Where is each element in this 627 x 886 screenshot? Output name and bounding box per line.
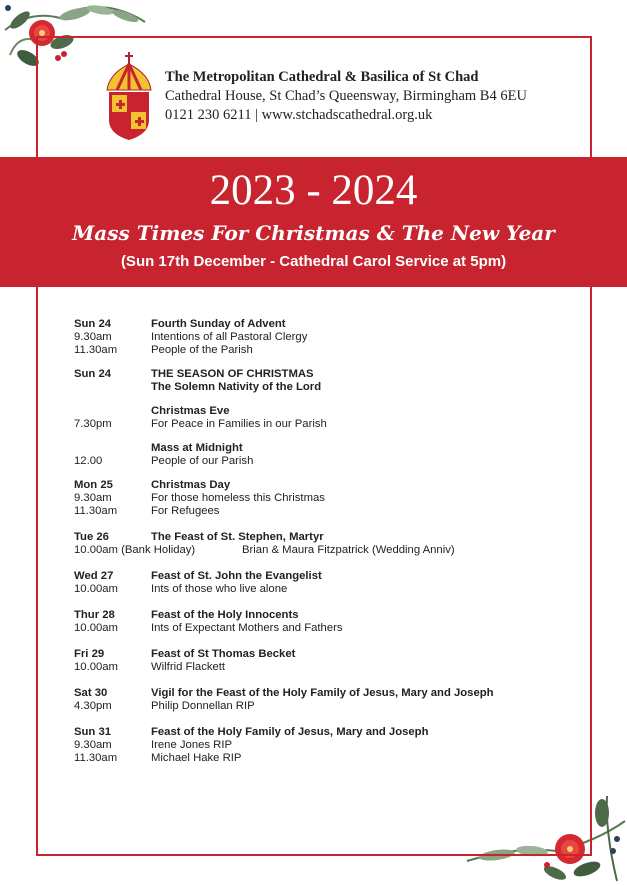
mass-time: 11.30am [74, 344, 118, 356]
schedule-entry [74, 531, 544, 557]
schedule-entry [74, 648, 544, 674]
cathedral-name: The Metropolitan Cathedral & Basilica of St Chad [165, 69, 479, 85]
mass-time: 9.30am [74, 331, 112, 343]
mass-time: 12.00 [74, 455, 103, 467]
schedule-row [74, 479, 544, 492]
schedule-row [74, 583, 544, 596]
mass-intention: Ints of those who live alone [151, 583, 288, 595]
mass-time: 9.30am [74, 492, 112, 504]
schedule-row [74, 700, 544, 713]
schedule-row [74, 544, 544, 557]
mass-intention: Irene Jones RIP [151, 739, 233, 751]
schedule-row [74, 318, 544, 331]
schedule-row [74, 648, 544, 661]
mass-time: 10.00am [74, 661, 118, 673]
entry-title: Mass at Midnight [151, 442, 243, 454]
banner-subtitle: Mass Times For Christmas & The New Year [72, 221, 555, 245]
mass-intention: Intentions of all Pastoral Clergy [151, 331, 308, 343]
schedule-entry [74, 368, 544, 394]
schedule-entry [74, 726, 544, 765]
schedule-entry [74, 405, 544, 431]
banner-year: 2023 - 2024 [209, 167, 418, 214]
entry-title: Fourth Sunday of Advent [151, 318, 286, 330]
entry-day: Sun 24 [74, 368, 112, 380]
entry-title: Vigil for the Feast of the Holy Family of Jesus, Mary and Joseph [151, 687, 494, 699]
schedule-row [74, 570, 544, 583]
mass-time: 4.30pm [74, 700, 112, 712]
mass-intention: People of the Parish [151, 344, 253, 356]
schedule-row [74, 687, 544, 700]
schedule-row [74, 661, 544, 674]
entry-title: The Feast of St. Stephen, Martyr [151, 531, 324, 543]
entry-day: Tue 26 [74, 531, 109, 543]
schedule-row [74, 492, 544, 505]
cathedral-crest-icon [104, 50, 154, 142]
entry-day: Sun 24 [74, 318, 112, 330]
entry-title-line2: The Solemn Nativity of the Lord [151, 381, 322, 393]
schedule-row [74, 381, 544, 394]
mass-intention: Ints of Expectant Mothers and Fathers [151, 622, 343, 634]
mass-schedule [74, 318, 544, 765]
schedule-row [74, 622, 544, 635]
mass-intention: For Refugees [151, 505, 220, 517]
mass-intention: Wilfrid Flackett [151, 661, 226, 673]
schedule-row [74, 442, 544, 455]
mass-time: 10.00am [74, 583, 118, 595]
mass-time: 11.30am [74, 505, 118, 517]
entry-day: Thur 28 [74, 609, 115, 621]
entry-title: Feast of the Holy Innocents [151, 609, 299, 621]
schedule-row [74, 331, 544, 344]
schedule-row [74, 739, 544, 752]
mass-intention: For those homeless this Christmas [151, 492, 325, 504]
entry-title: Christmas Eve [151, 405, 230, 417]
entry-title: THE SEASON OF CHRISTMAS [151, 368, 314, 380]
schedule-row [74, 405, 544, 418]
mass-intention: People of our Parish [151, 455, 254, 467]
schedule-entry [74, 570, 544, 596]
mass-intention: Brian & Maura Fitzpatrick (Wedding Anniv) [242, 544, 455, 556]
schedule-entry [74, 318, 544, 357]
cathedral-contact: 0121 230 6211 | www.stchadscathedral.org.uk [165, 107, 433, 123]
schedule-entry [74, 687, 544, 713]
entry-title: Feast of St Thomas Becket [151, 648, 296, 660]
schedule-row [74, 531, 544, 544]
title-banner [0, 157, 627, 287]
schedule-row [74, 418, 544, 431]
schedule-row [74, 752, 544, 765]
mass-intention: Michael Hake RIP [151, 752, 242, 764]
banner-note: (Sun 17th December - Cathedral Carol Service at 5pm) [120, 253, 507, 270]
schedule-row [74, 455, 544, 468]
entry-title: Feast of St. John the Evangelist [151, 570, 322, 582]
entry-day: Mon 25 [74, 479, 113, 491]
mass-time: 11.30am [74, 752, 118, 764]
mass-time: 10.00am [74, 622, 118, 634]
entry-title: Feast of the Holy Family of Jesus, Mary and Joseph [151, 726, 429, 738]
schedule-entry [74, 609, 544, 635]
entry-day: Sat 30 [74, 687, 108, 699]
entry-title: Christmas Day [151, 479, 231, 491]
schedule-entry [74, 442, 544, 468]
mass-time: 9.30am [74, 739, 112, 751]
schedule-entry [74, 479, 544, 518]
schedule-row [74, 609, 544, 622]
mass-time: 7.30pm [74, 418, 112, 430]
cathedral-address: Cathedral House, St Chad’s Queensway, Birmingham B4 6EU [165, 88, 527, 104]
mass-intention: Philip Donnellan RIP [151, 700, 255, 712]
schedule-row [74, 505, 544, 518]
mass-time: 10.00am (Bank Holiday) [74, 544, 196, 556]
entry-day: Wed 27 [74, 570, 114, 582]
schedule-row [74, 368, 544, 381]
schedule-row [74, 344, 544, 357]
entry-day: Fri 29 [74, 648, 105, 660]
schedule-row [74, 726, 544, 739]
entry-day: Sun 31 [74, 726, 112, 738]
letterhead [104, 50, 574, 142]
mass-intention: For Peace in Families in our Parish [151, 418, 327, 430]
